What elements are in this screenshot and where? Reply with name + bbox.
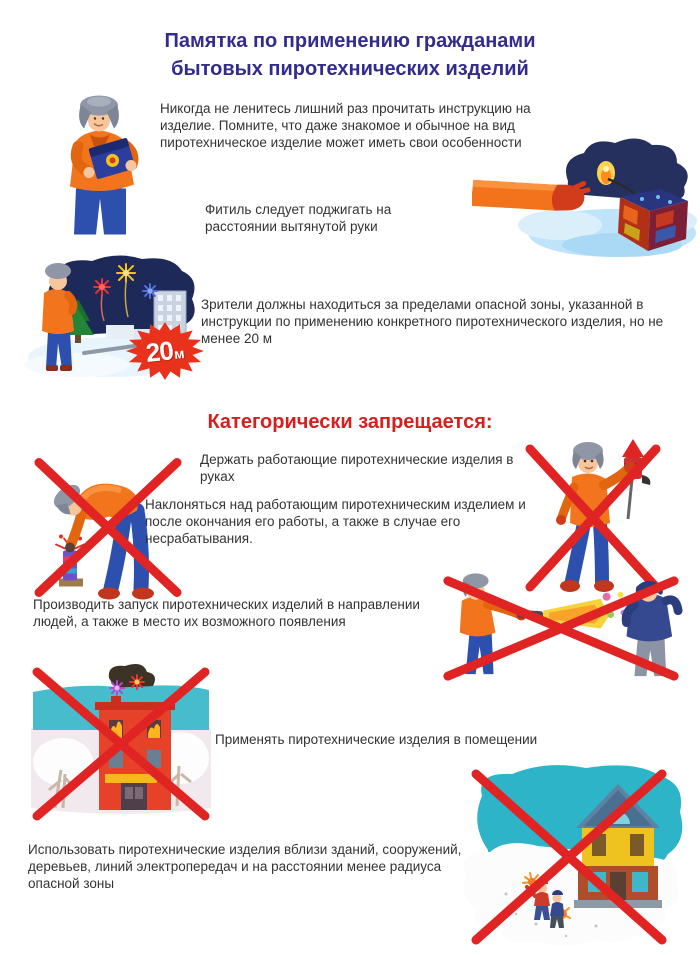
man-reading-box-icon <box>42 92 167 238</box>
fireworks-near-house-icon <box>446 753 688 953</box>
badge-number: 20 <box>144 334 175 368</box>
text-light-fuse-at-arms-length: Фитиль следует поджигать на расстоянии вытянутой руки <box>205 202 392 234</box>
illustration-house-nearby <box>446 753 688 953</box>
distance-badge <box>126 322 204 380</box>
text-prohibited-indoors: Применять пиротехнические изделия в помещении <box>215 732 538 747</box>
building-on-fire-icon <box>25 657 217 827</box>
illustration-lighting-fuse <box>472 132 700 262</box>
text-prohibited-hold-in-hands: Держать работающие пиротехнические изделия в руках <box>200 452 514 484</box>
text-spectators-distance: Зрители должны находиться за пределами опасной зоны, указанной в инструкции по применению конкретного пиротехнического изделия, но не менее 20 м <box>201 297 664 346</box>
page-title <box>0 27 700 83</box>
text-prohibited-launch-at-people: Производить запуск пиротехнических изделий в направлении людей, а также в место их возможного появления <box>33 597 420 629</box>
hand-lighting-fuse-icon <box>472 132 700 262</box>
title-line-1: Памятка по применению гражданами <box>164 30 536 52</box>
prohibited-heading: Категорически запрещается: <box>207 411 493 433</box>
title-line-2: бытовых пиротехнических изделий <box>171 58 529 80</box>
badge-text <box>123 318 207 384</box>
illustration-building-fire <box>25 657 217 827</box>
aiming-firework-at-person-icon <box>432 570 690 686</box>
illustration-aiming-at-person <box>432 570 690 686</box>
badge-unit: м <box>173 344 186 362</box>
text-prohibited-near-buildings: Использовать пиротехнические изделия вблизи зданий, сооружений, деревьев, линий электропередач и на расстоянии менее радиуса опасной зоны <box>28 842 462 891</box>
illustration-man-reading-instructions <box>42 92 167 238</box>
text-read-instructions: Никогда не ленитесь лишний раз прочитать инструкцию на изделие. Помните, что даже знакомое и обычное на вид пиротехническое изделие может иметь свои особенности <box>160 101 531 150</box>
text-prohibited-lean-over: Наклоняться над работающим пиротехническим изделием и после окончания его работы, а также в случае его несрабатывания. <box>145 497 526 546</box>
